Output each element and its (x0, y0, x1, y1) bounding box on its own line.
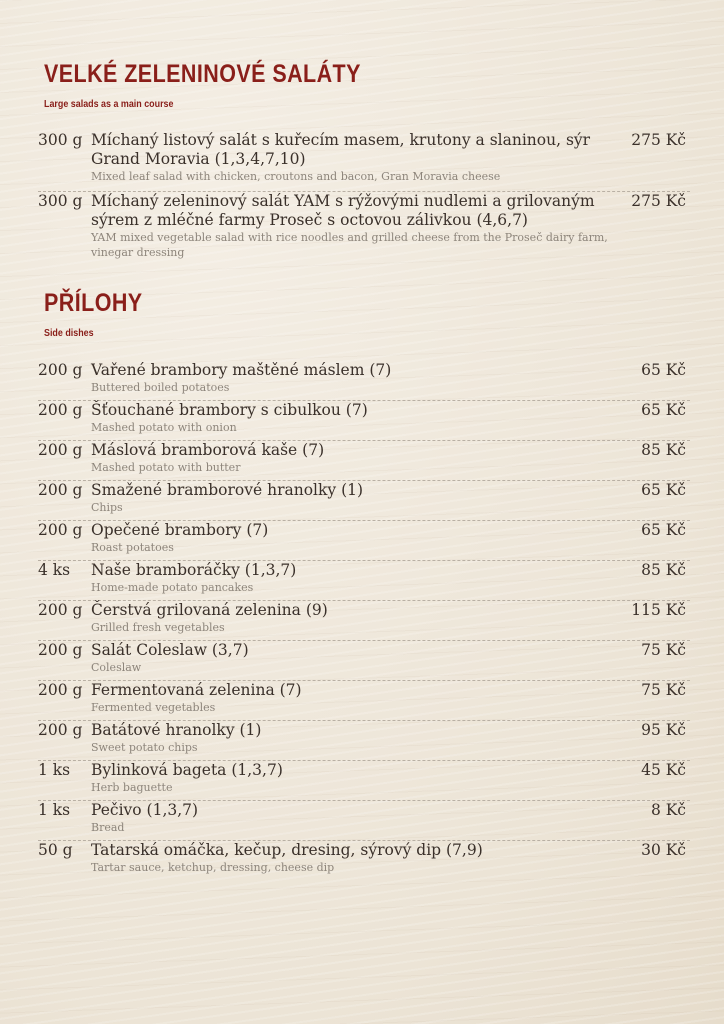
item-price: 65 Kč (641, 521, 686, 539)
item-name-english: Chips (91, 501, 123, 514)
item-quantity: 200 g (38, 521, 83, 539)
item-price: 75 Kč (641, 641, 686, 659)
item-price: 115 Kč (631, 601, 686, 619)
item-name: Čerstvá grilovaná zelenina (9) (91, 601, 328, 619)
menu-item (38, 841, 690, 881)
item-name-english: Mashed potato with onion (91, 421, 237, 434)
item-name-english: Mashed potato with butter (91, 461, 241, 474)
item-name-english: Grilled fresh vegetables (91, 621, 225, 634)
item-name: Šťouchané brambory s cibulkou (7) (91, 401, 368, 419)
menu-item (38, 721, 690, 761)
item-name-english: Bread (91, 821, 125, 834)
item-price: 30 Kč (641, 841, 686, 859)
item-price: 275 Kč (631, 192, 686, 210)
item-quantity: 1 ks (38, 801, 71, 819)
menu-item (38, 441, 690, 481)
item-name-english: Mixed leaf salad with chicken, croutons and bacon, Gran Moravia cheese (91, 170, 501, 183)
item-name: Míchaný listový salát s kuřecím masem, krutony a slaninou, sýr Grand Moravia (1,3,4,7,10) (91, 131, 591, 168)
menu-item (38, 561, 690, 601)
item-quantity: 300 g (38, 131, 83, 149)
item-quantity: 200 g (38, 481, 83, 499)
salads-title: VELKÉ ZELENINOVÉ SALÁTY (44, 60, 361, 88)
item-name: Batátové hranolky (1) (91, 721, 262, 739)
item-quantity: 1 ks (38, 761, 71, 779)
item-name: Vařené brambory maštěné máslem (7) (91, 361, 392, 379)
menu-item (38, 361, 690, 401)
item-quantity: 4 ks (38, 561, 71, 579)
sides-title: PŘÍLOHY (44, 289, 143, 317)
item-name-english: Herb baguette (91, 781, 173, 794)
menu-item (38, 641, 690, 681)
menu-item (38, 401, 690, 441)
item-price: 85 Kč (641, 441, 686, 459)
item-name: Tatarská omáčka, kečup, dresing, sýrový dip (7,9) (91, 841, 483, 859)
item-name-english: Home-made potato pancakes (91, 581, 254, 594)
salads-list (38, 131, 690, 270)
salads-subtitle: Large salads as a main course (44, 98, 174, 110)
item-price: 275 Kč (631, 131, 686, 149)
item-name: Salát Coleslaw (3,7) (91, 641, 249, 659)
item-name-english: Roast potatoes (91, 541, 174, 554)
item-name-english: Fermented vegetables (91, 701, 216, 714)
menu-item (38, 761, 690, 801)
sides-subtitle: Side dishes (44, 327, 94, 339)
item-quantity: 300 g (38, 192, 83, 210)
item-quantity: 200 g (38, 441, 83, 459)
item-name: Míchaný zeleninový salát YAM s rýžovými nudlemi a grilovaným sýrem z mléčné farmy Proseč s octovou zálivkou (4,6,7) (91, 192, 595, 229)
item-name-english: YAM mixed vegetable salad with rice noodles and grilled cheese from the Proseč dairy farm, vinegar dressing (91, 231, 608, 259)
sides-list (38, 361, 690, 881)
item-price: 65 Kč (641, 481, 686, 499)
item-name: Smažené bramborové hranolky (1) (91, 481, 364, 499)
menu-item (38, 131, 690, 192)
item-name-english: Coleslaw (91, 661, 142, 674)
item-price: 65 Kč (641, 401, 686, 419)
item-name: Bylinková bageta (1,3,7) (91, 761, 283, 779)
menu-item (38, 521, 690, 561)
item-quantity: 200 g (38, 721, 83, 739)
item-price: 85 Kč (641, 561, 686, 579)
item-name-english: Sweet potato chips (91, 741, 198, 754)
item-name: Opečené brambory (7) (91, 521, 269, 539)
item-quantity: 200 g (38, 641, 83, 659)
item-name-english: Buttered boiled potatoes (91, 381, 230, 394)
item-name-english: Tartar sauce, ketchup, dressing, cheese dip (91, 861, 335, 874)
item-name: Máslová bramborová kaše (7) (91, 441, 325, 459)
item-name: Naše bramboráčky (1,3,7) (91, 561, 297, 579)
item-name: Fermentovaná zelenina (7) (91, 681, 302, 699)
item-quantity: 200 g (38, 401, 83, 419)
item-name: Pečivo (1,3,7) (91, 801, 199, 819)
item-price: 45 Kč (641, 761, 686, 779)
item-price: 95 Kč (641, 721, 686, 739)
menu-item (38, 192, 690, 270)
menu-item (38, 601, 690, 641)
item-quantity: 50 g (38, 841, 73, 859)
menu-item (38, 801, 690, 841)
menu-item (38, 481, 690, 521)
item-quantity: 200 g (38, 601, 83, 619)
item-price: 8 Kč (650, 801, 686, 819)
menu-item (38, 681, 690, 721)
item-quantity: 200 g (38, 361, 83, 379)
item-price: 75 Kč (641, 681, 686, 699)
item-price: 65 Kč (641, 361, 686, 379)
item-quantity: 200 g (38, 681, 83, 699)
